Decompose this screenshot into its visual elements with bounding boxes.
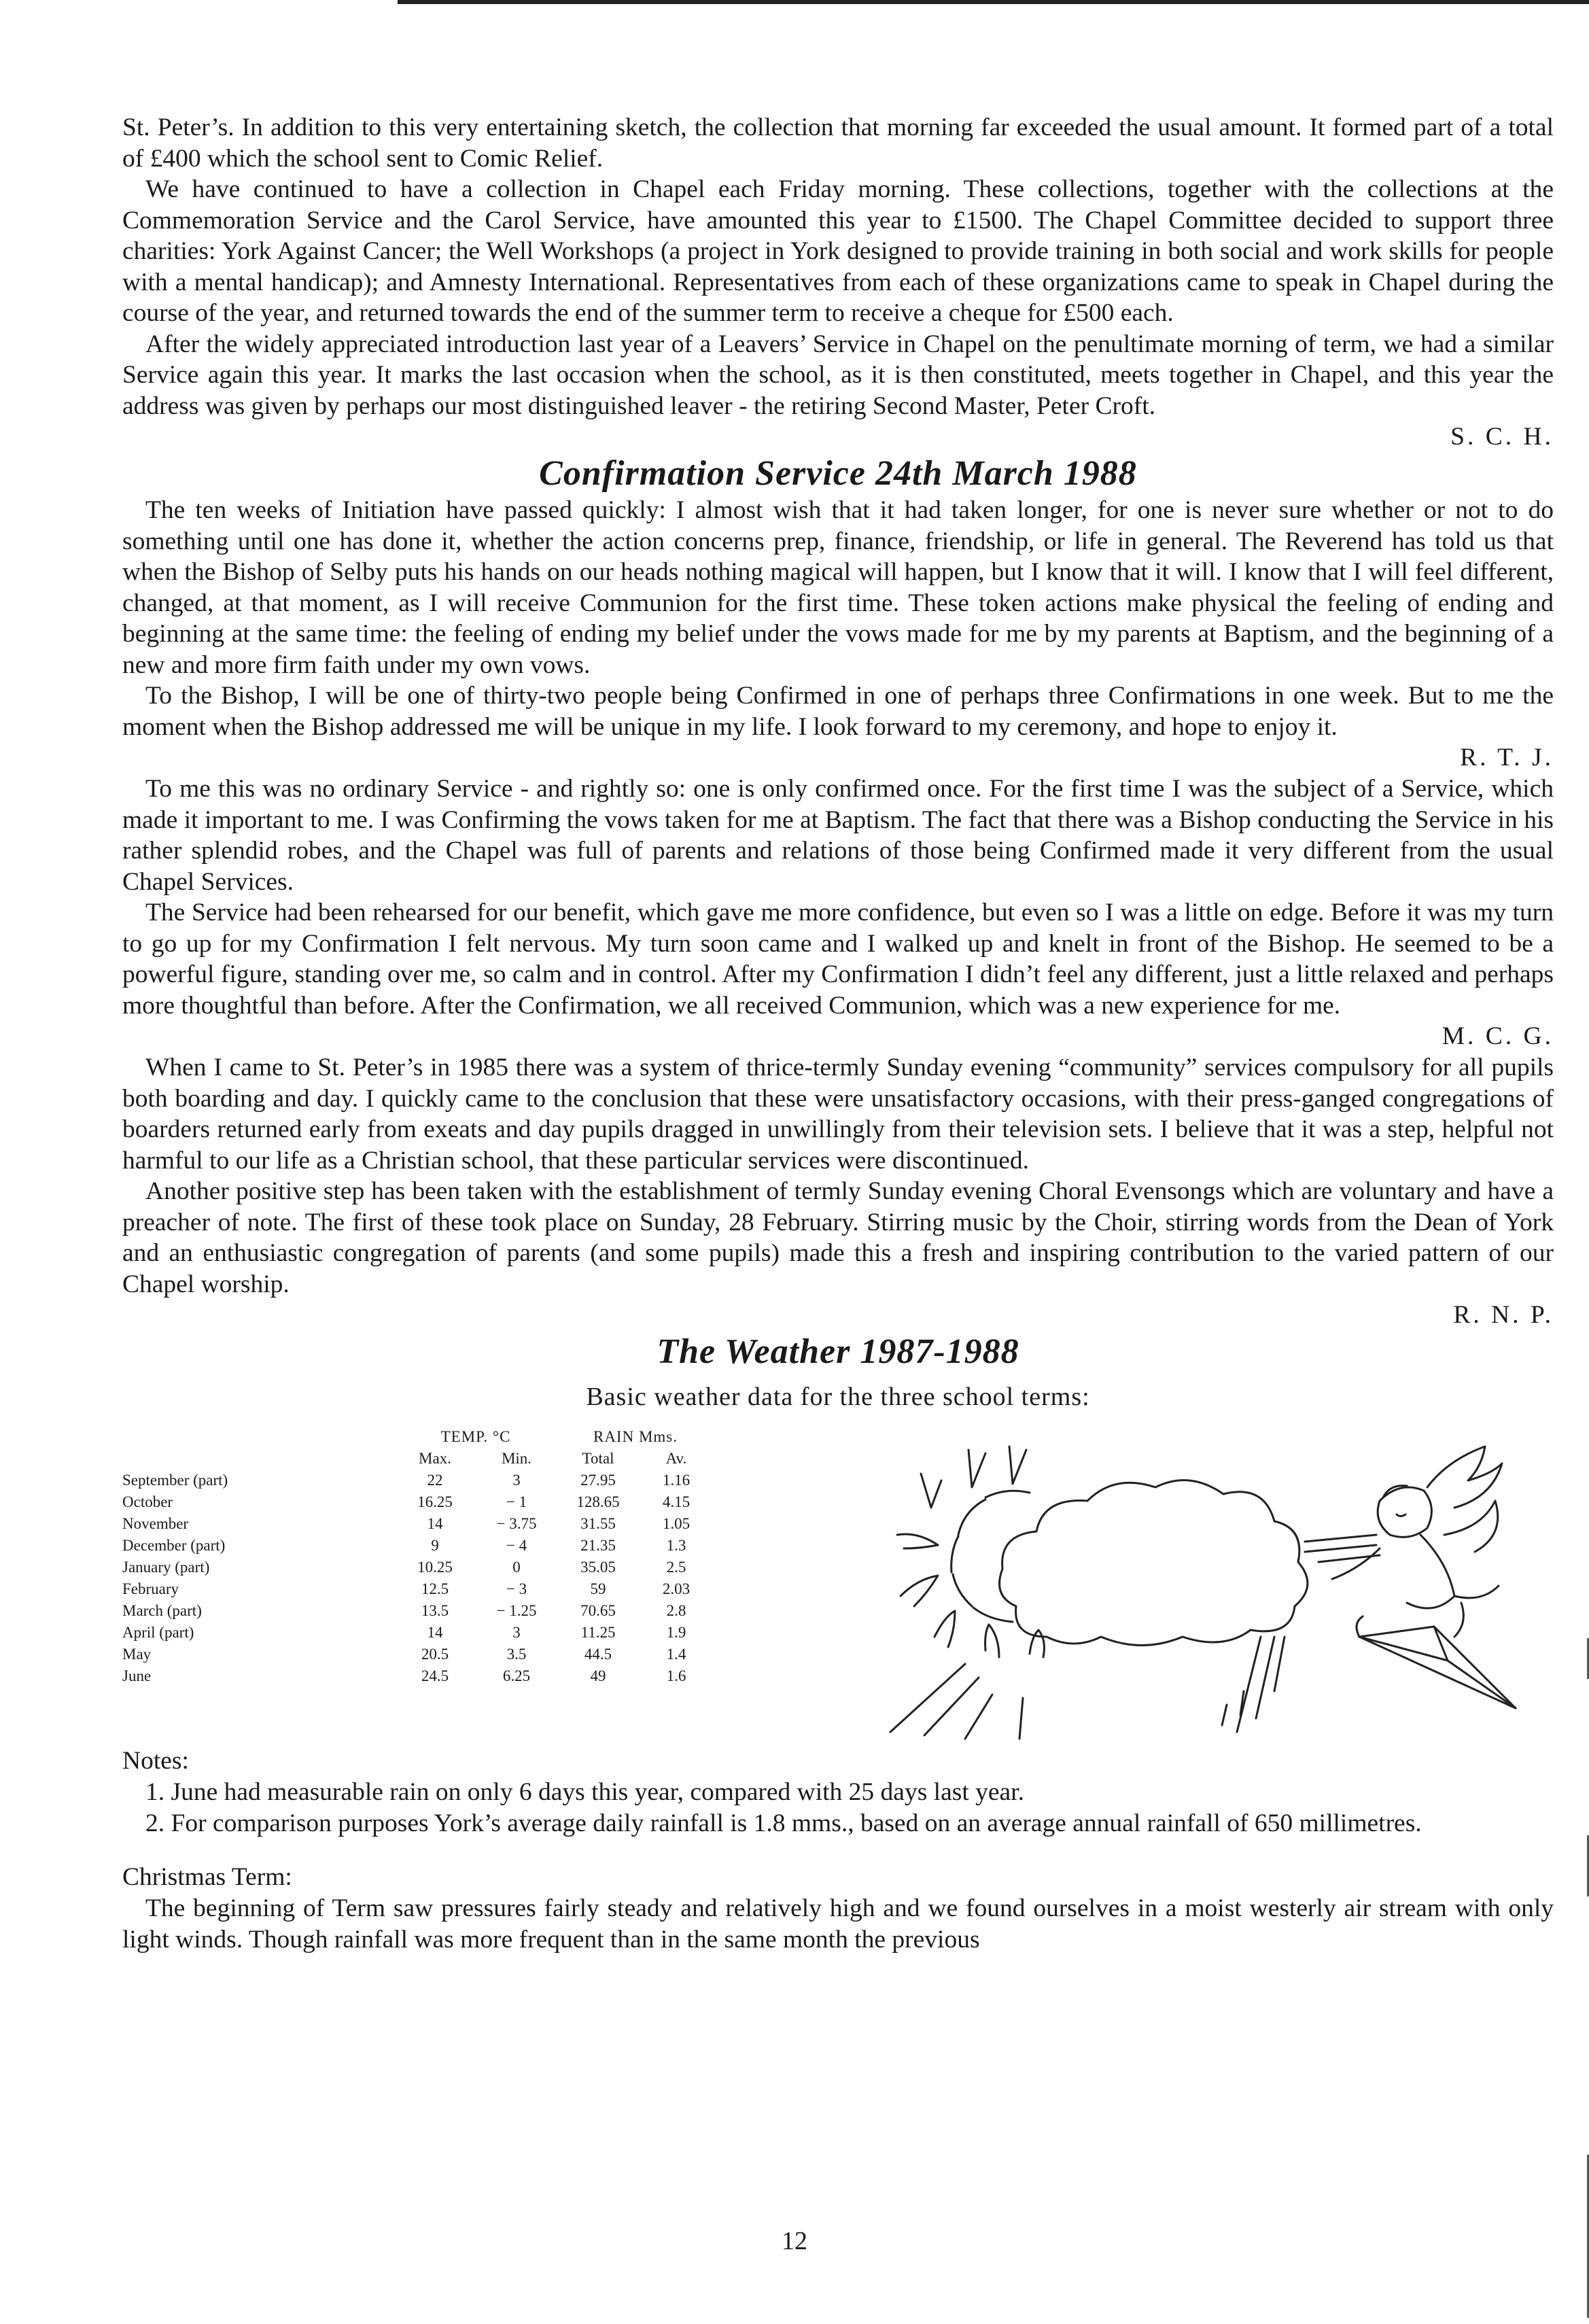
max-cell: 16.25 (417, 1493, 453, 1510)
total-cell: 35.05 (580, 1559, 616, 1576)
sun-icon (890, 1446, 1044, 1739)
paragraph: The beginning of Term saw pressures fairly steady and relatively high and we found ourselves in a moist westerly air stream with only light winds. Though rainfall was more frequent than in the same month the previous (122, 1894, 1554, 1954)
total-cell: 27.95 (580, 1472, 616, 1489)
table-row (122, 1578, 714, 1600)
total-cell: 44.5 (584, 1646, 612, 1663)
av-cell: 1.16 (662, 1472, 691, 1489)
page-body (122, 112, 1554, 1955)
total-cell: 70.65 (580, 1602, 616, 1619)
month-cell: February (122, 1580, 179, 1597)
total-cell: 21.35 (580, 1537, 616, 1554)
table-row (122, 1470, 714, 1491)
min-cell: − 1.25 (496, 1602, 537, 1619)
max-cell: 13.5 (421, 1602, 449, 1619)
total-cell: 128.65 (576, 1493, 620, 1510)
max-cell: 12.5 (421, 1580, 449, 1597)
max-cell: 14 (427, 1515, 443, 1532)
chapel-section (122, 112, 1554, 453)
paragraph: The ten weeks of Initiation have passed quickly: I almost wish that it had taken longer, for one is never sure whether or not to do something until one has done it, whether the action concerns prep, finance, friendship, or life in general. The Reverend has told us that when the Bishop of Selby puts his hands on our heads nothing magical will happen, but I know that it will. I know that I will feel different, changed, at that moment, as I will receive Communion for the first time. These token actions make physical the feeling of ending and beginning at the same time: the feeling of ending my belief under the vows made for me by my parents at Baptism, and the beginning of a new and more firm faith under my own vows. (122, 496, 1554, 679)
av-cell: 2.03 (662, 1580, 691, 1597)
month-cell: April (part) (122, 1624, 194, 1641)
page-number: 12 (782, 2227, 807, 2255)
max-cell: 20.5 (421, 1646, 449, 1663)
table-row (122, 1557, 714, 1578)
min-cell: − 3.75 (496, 1515, 537, 1532)
av-cell: 1.9 (666, 1624, 686, 1641)
av-cell: 1.6 (666, 1667, 686, 1684)
paragraph: The Service had been rehearsed for our benefit, which gave me more confidence, but even so I was a little on edge. Before it was my turn to go up for my Confirmation I felt nervous. My turn soon came and I walked up and knelt in front of the Bishop. He seemed to be a powerful figure, standing over me, so calm and in control. After my Confirmation I didn’t feel any different, just a little relaxed and perhaps more thoughtful than before. After the Confirmation, we all received Communion, which was a new experience for me. (122, 899, 1554, 1020)
min-cell: − 4 (506, 1537, 527, 1554)
col-header-total: Total (582, 1450, 614, 1467)
author-initials: S. C. H. (1450, 423, 1554, 451)
av-cell: 1.4 (666, 1646, 686, 1663)
month-cell: December (part) (122, 1537, 226, 1554)
max-cell: 9 (431, 1537, 439, 1554)
min-cell: 3 (512, 1472, 521, 1489)
month-cell: November (122, 1515, 189, 1532)
table-row (122, 1622, 714, 1644)
table-row (122, 1644, 714, 1665)
paragraph: To me this was no ordinary Service - and rightly so: one is only confirmed once. For the first time I was the subject of a Service, which made it important to me. I was Confirming the vows taken for me at Baptism. The fact that there was a Bishop conducting the Service in his rather splendid robes, and the Chapel was full of parents and relations of those being Confirmed made it very different from the usual Chapel Services. (122, 775, 1554, 896)
av-cell: 1.05 (662, 1515, 691, 1532)
author-initials: R. T. J. (1460, 744, 1554, 771)
table-row (122, 1600, 714, 1622)
paragraph: Another positive step has been taken with the establishment of termly Sunday evening Choral Evensongs which are voluntary and have a preacher of note. The first of these took place on Sunday, 28 February. Stirring music by the Choir, stirring words from the Dean of York and an enthusiastic congregation of parents (and some pupils) made this a fresh and inspiring contribution to the varied pattern of our Chapel worship. (122, 1177, 1554, 1298)
total-cell: 11.25 (580, 1624, 616, 1641)
term-title: Christmas Term: (122, 1863, 292, 1891)
rain-header: RAIN Mms. (593, 1428, 678, 1445)
month-cell: January (part) (122, 1559, 210, 1576)
total-cell: 31.55 (580, 1515, 616, 1532)
cloud-icon (1000, 1480, 1308, 1732)
table-row (122, 1491, 714, 1513)
notes-list (122, 1777, 1554, 1839)
section-heading: Confirmation Service 24th March 1988 (539, 454, 1137, 493)
total-cell: 49 (590, 1667, 606, 1684)
weather-data-row (122, 1426, 1554, 1746)
cherub-icon (1305, 1446, 1516, 1708)
max-cell: 10.25 (417, 1559, 453, 1576)
min-cell: 0 (512, 1559, 521, 1576)
col-header-max: Max. (419, 1450, 451, 1467)
paragraph: St. Peter’s. In addition to this very entertaining sketch, the collection that morning far exceeded the usual amount. It formed part of a total of £400 which the school sent to Comic Relief. (122, 114, 1554, 173)
weather-subtitle: Basic weather data for the three school terms: (586, 1383, 1090, 1411)
header-blank (122, 1448, 394, 1470)
col-header-min: Min. (501, 1450, 532, 1467)
author-initials: R. N. P. (1453, 1301, 1554, 1329)
month-cell: March (part) (122, 1602, 202, 1619)
header-blank (122, 1426, 394, 1448)
weather-illustration (884, 1433, 1522, 1742)
table-row (122, 1665, 714, 1687)
paragraph: After the widely appreciated introduction last year of a Leavers’ Service in Chapel on the penultimate morning of term, we had a similar Service again this year. It marks the last occasion when the school, as it is then constituted, meets together in Chapel, and this year the address was given by perhaps our most distinguished leaver - the retiring Second Master, Peter Croft. (122, 330, 1554, 420)
min-cell: 3.5 (506, 1646, 527, 1663)
min-cell: − 1 (506, 1493, 527, 1510)
max-cell: 22 (427, 1472, 443, 1489)
av-cell: 2.8 (666, 1602, 686, 1619)
col-header-av: Av. (665, 1450, 687, 1467)
temp-header: TEMP. °C (440, 1428, 511, 1445)
total-cell: 59 (590, 1580, 606, 1597)
table-header-row (122, 1426, 714, 1448)
month-cell: October (122, 1493, 173, 1510)
confirmation-section (122, 453, 1554, 1331)
min-cell: − 3 (506, 1580, 527, 1597)
weather-section (122, 1331, 1554, 1955)
av-cell: 2.5 (666, 1559, 686, 1576)
table-subheader-row (122, 1448, 714, 1470)
max-cell: 14 (427, 1624, 443, 1641)
av-cell: 1.3 (666, 1537, 686, 1554)
note-item: 2. For comparison purposes York’s average daily rainfall is 1.8 mms., based on an average annual rainfall of 650 millimetres. (145, 1809, 1422, 1837)
paragraph: When I came to St. Peter’s in 1985 there was a system of thrice-termly Sunday evening “community” services compulsory for all pupils both boarding and day. I quickly came to the conclusion that these were unsatisfactory occasions, with their press-ganged congregations of boarders returned early from exeats and day pupils dragged in unwillingly from their television sets. I believe that it was a step, helpful not harmful to our life as a Christian school, that these particular services were discontinued. (122, 1054, 1554, 1175)
month-cell: September (part) (122, 1472, 228, 1489)
month-cell: June (122, 1667, 152, 1684)
table-row (122, 1513, 714, 1535)
av-cell: 4.15 (662, 1493, 691, 1510)
min-cell: 6.25 (502, 1667, 531, 1684)
section-heading: The Weather 1987-1988 (657, 1332, 1019, 1371)
table-row (122, 1535, 714, 1557)
weather-table (122, 1426, 714, 1687)
notes-title: Notes: (122, 1747, 189, 1775)
top-rule (398, 0, 1589, 4)
paragraph: We have continued to have a collection in Chapel each Friday morning. These collections, together with the collections at the Commemoration Service and the Carol Service, have amounted this year to £1500. The Chapel Committee decided to support three charities: York Against Cancer; the Well Workshops (a project in York designed to provide training in both social and work skills for people with a mental handicap); and Amnesty International. Representatives from each of these organizations came to speak in Chapel during the course of the year, and returned towards the end of the summer term to receive a cheque for £500 each. (122, 175, 1554, 327)
paragraph: To the Bishop, I will be one of thirty-two people being Confirmed in one of perhaps three Confirmations in one week. But to me the moment when the Bishop addressed me will be unique in my life. I look forward to my ceremony, and hope to enjoy it. (122, 682, 1554, 741)
max-cell: 24.5 (421, 1667, 449, 1684)
month-cell: May (122, 1646, 152, 1663)
note-item: 1. June had measurable rain on only 6 days this year, compared with 25 days last year. (145, 1778, 1024, 1806)
author-initials: M. C. G. (1442, 1022, 1554, 1050)
min-cell: 3 (512, 1624, 521, 1641)
